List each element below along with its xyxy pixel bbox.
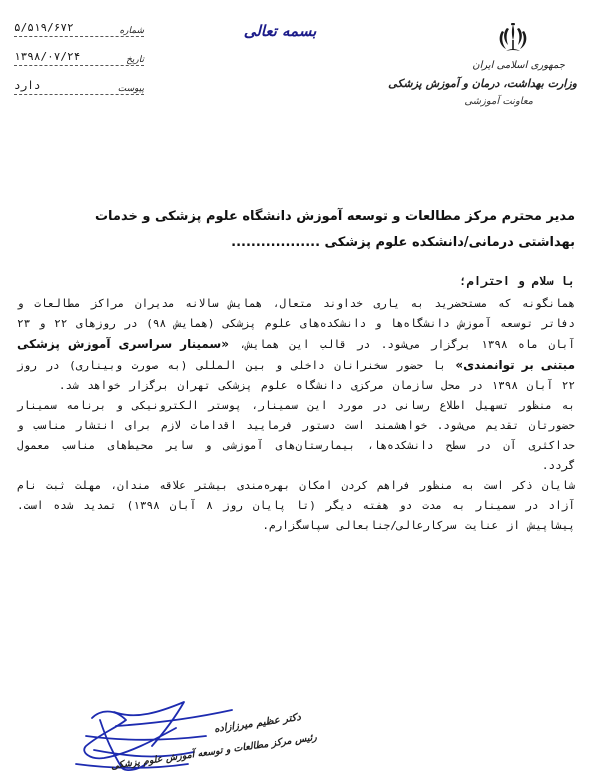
attachment-label: پیوست (117, 84, 144, 94)
paragraph-1-part-b: با حضور سخنرانان داخلی و بین المللی (به صورت وبیناری) در روز ۲۲ آبان ۱۳۹۸ در محل سازمان مرکزی دانشگاه علوم پزشکی تهران برگزار خواهد شد. (17, 359, 575, 392)
date-row (14, 39, 144, 66)
number-label: شماره (119, 26, 144, 36)
number-value: ۵/۵۱۹/۶۷۲ (14, 21, 74, 34)
salutation: با سلام و احترام؛ (459, 274, 575, 288)
signatory-name: دکتر عظیم میرزازاده (213, 712, 302, 736)
paragraph-2: به منظور تسهیل اطلاع رسانی در مورد این سمینار، پوستر الکترونیکی و برنامه سمینار حضورتان تقدیم می‌شود. خواهشمند است دستور فرمایید اقدامات لازم برای انتشار مناسب و حداکثری آن در سطح دانشکده‌ها، بیمارستان‌های آموزشی و سایر محیط‌های مناسب معمول گردد. (17, 399, 575, 472)
recipient-line-2: بهداشتی درمانی/دانشکده علوم پزشکی .................. (231, 235, 575, 250)
org-country: جمهوری اسلامی ایران (472, 60, 565, 71)
attachment-value: دارد (14, 79, 41, 92)
org-ministry: وزارت بهداشت، درمان و آموزش پزشکی (388, 77, 577, 90)
iran-emblem-icon (496, 22, 530, 56)
paragraph-1-part-a: همانگونه که مستحضرید به یاری خداوند متعال، همایش سالانه مدیران مراکز مطالعات و دفاتر توسعه آموزش دانشگاه‌ها و دانشکده‌های علوم پزشکی (همایش ۹۸) در روزهای ۲۲ و ۲۳ آبان ماه ۱۳۹۸ برگزار می‌شود. در قالب این همایش، (17, 297, 575, 351)
organization-block (387, 60, 577, 107)
attachment-row (14, 68, 144, 95)
org-deputy: معاونت آموزشی (464, 96, 533, 107)
date-label: تاریخ (126, 55, 144, 65)
paragraph-1 (17, 294, 575, 396)
paragraph-3: شایان ذکر است به منظور فراهم کردن امکان بهره‌مندی بیشتر علاقه مندان، مهلت ثبت نام آزاد در سمینار به مدت دو هفته دیگر (تا پایان روز ۸ آبان ۱۳۹۸) تمدید شده است. پیشاپیش از عنایت سرکارعالی/جنابعالی سپاسگزارم. (17, 479, 575, 532)
seminar-title: «سمینار سراسری آموزش پزشکی مبتنی بر توانمندی» (17, 337, 576, 372)
date-value: ۱۳۹۸/۰۷/۲۴ (14, 50, 81, 63)
signatory-title: رئیس مرکز مطالعات و توسعه آموزش علوم پزشکی (110, 732, 318, 772)
recipient-line-1: مدیر محترم مرکز مطالعات و توسعه آموزش دانشگاه علوم پزشکی و خدمات (94, 209, 575, 224)
recipient-block (15, 204, 575, 256)
letter-meta (14, 10, 144, 97)
invocation-text: بسمه تعالی (243, 22, 317, 40)
letter-body (17, 294, 575, 536)
number-row (14, 10, 144, 37)
